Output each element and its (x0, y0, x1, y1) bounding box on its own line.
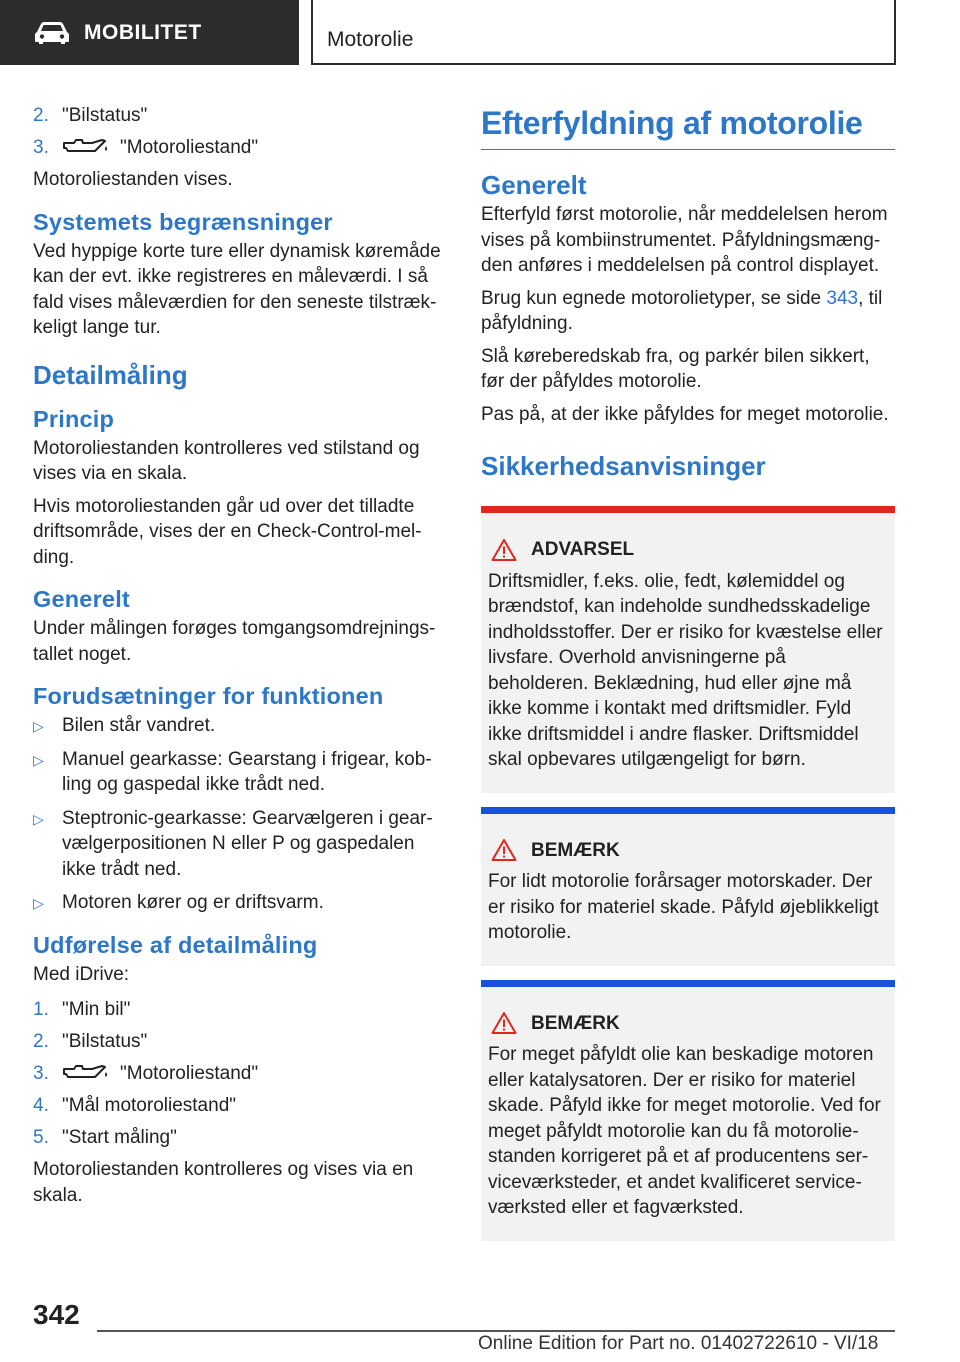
notice-title: BEMÆRK (531, 839, 620, 861)
right-column (481, 103, 895, 1255)
paragraph: Brug kun egnede motorolietyper, se side 343, til påfyldning. (481, 287, 883, 334)
list-item: 3. "Motoroliestand" (33, 1063, 259, 1084)
paragraph: Pas på, at der ikke påfyldes for meget motorolie. (481, 403, 889, 425)
warning-text: Driftsmidler, f.eks. olie, fedt, kølemiddel og brændstof, kan indeholde sundhedsskadelige indholdsstoffer. Der er risiko for kvæstelse eller livsfare. Overhold anvisningerne på beholderen. Beklædning, hud eller øjne må ikke komme i kontakt med driftsmidler. Fyld ikke driftsmiddel i andre flasker. Driftsmiddel skal opbevares utilgængeligt for børn. (488, 570, 883, 770)
page-number: 342 (33, 1299, 80, 1330)
footer-edition: Online Edition for Part no. 01402722610 - VI/18 (478, 1333, 879, 1354)
list-item: ▷ Motoren kører og er driftsvarm. (33, 890, 443, 916)
paragraph: Hvis motoroliestanden går ud over det tilladte driftsområde, vises der en Check-Control-melding. (33, 495, 422, 568)
list-item: 5. "Start måling" (33, 1127, 177, 1148)
steps-list (33, 997, 443, 1151)
heading-prerequisites: Forudsætninger for funktionen (33, 683, 384, 709)
notice-box (481, 980, 895, 1241)
heading-detail: Detailmåling (33, 359, 188, 390)
list-item: 1. "Min bil" (33, 999, 131, 1020)
paragraph: Motoroliestanden vises. (33, 169, 233, 190)
notice-title: BEMÆRK (531, 1012, 620, 1034)
car-icon (34, 21, 70, 45)
triangle-bullet-icon: ▷ (33, 718, 44, 734)
heading-perform: Udførelse af detailmåling (33, 931, 318, 958)
oil-can-icon (62, 1062, 110, 1082)
heading-limits: Systemets begrænsninger (33, 208, 333, 235)
warning-triangle-icon (491, 838, 517, 862)
topic-label: Motorolie (327, 28, 414, 51)
triangle-bullet-icon: ▷ (33, 751, 44, 768)
paragraph: Motoroliestanden kontrolleres ved stilstand og vises via en skala. (33, 437, 420, 484)
topic-header (311, 0, 896, 65)
heading-safety: Sikkerhedsanvisninger (481, 451, 766, 481)
warning-box (481, 506, 895, 793)
oil-can-icon (62, 136, 110, 156)
warning-title: ADVARSEL (531, 539, 635, 560)
list-item: 3. "Motoroliestand" (33, 137, 259, 158)
section-tab[interactable] (0, 0, 299, 65)
warning-triangle-icon (491, 538, 517, 562)
page-reference-link[interactable]: 343 (826, 287, 859, 309)
paragraph: Ved hyppige korte ture eller dynamisk køremåde kan der evt. ikke registreres en måleværdi. I så fald vises måleværdien for den seneste tilstrækkeligt lange tur. (33, 240, 441, 338)
triangle-bullet-icon: ▷ (33, 810, 44, 827)
list-item: 2. "Bilstatus" (33, 105, 148, 126)
list-item: ▷ Manuel gearkasse: Gearstang i frigear, kobling og gaspedal ikke trådt ned. (33, 748, 432, 795)
page-title: Efterfyldning af motorolie (481, 103, 895, 150)
paragraph: Under målingen forøges tomgangsomdrejningstallet noget. (33, 618, 436, 665)
list-item: ▷ Steptronic-gearkasse: Gearvælgeren i gearvælgerpositionen N eller P og gaspedalen ikke trådt ned. (33, 807, 433, 880)
footer-divider (97, 1330, 895, 1332)
paragraph: Med iDrive: (33, 963, 130, 985)
left-column (33, 103, 443, 1215)
list-item: 2. "Bilstatus" (33, 1031, 148, 1052)
paragraph: Slå køreberedskab fra, og parkér bilen sikkert, før der påfyldes motorolie. (481, 345, 870, 392)
top-steps-list (33, 103, 443, 161)
triangle-bullet-icon: ▷ (33, 895, 44, 911)
list-item: ▷ Bilen står vandret. (33, 713, 443, 739)
notice-text: For lidt motorolie forårsager motorskader. Der er risiko for materiel skade. Påfyld øjeblikkeligt motorolie. (488, 871, 879, 943)
list-item: 4. "Mål motoroliestand" (33, 1095, 237, 1116)
section-label: MOBILITET (84, 20, 202, 44)
heading-general-right: Generelt (481, 170, 587, 200)
warning-triangle-icon (491, 1011, 517, 1035)
paragraph: Motoroliestanden kontrolleres og vises via en skala. (33, 1159, 414, 1206)
paragraph: Efterfyld først motorolie, når meddelelsen herom vises på kombiinstrumentet. Påfyldningsmængden anføres i meddelelsen på control displayet. (481, 204, 888, 276)
notice-text: For meget påfyldt olie kan beskadige motoren eller katalysatoren. Der er risiko for materiel skade. Påfyld ikke for meget motorolie. Ved for meget påfyldt motorolie kan du få motoroliestanden korrigeret på et af producentens serviceværksteder, et andet kvalificeret serviceværksted eller et fagværksted. (488, 1044, 881, 1218)
prerequisites-list (33, 713, 443, 916)
notice-box (481, 807, 895, 966)
heading-general: Generelt (33, 586, 130, 612)
heading-principle: Princip (33, 405, 115, 432)
